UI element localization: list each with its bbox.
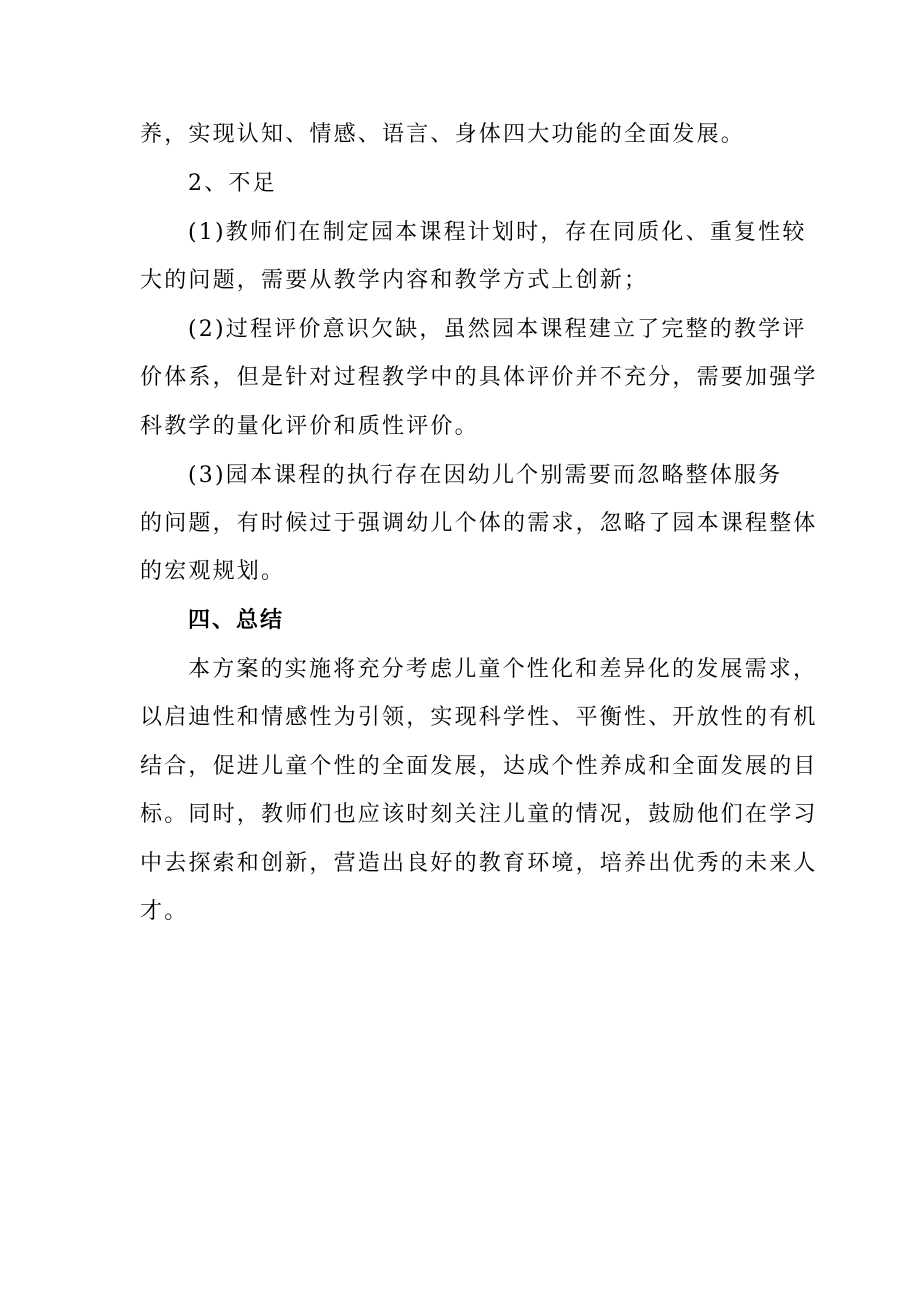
section-subheading: 2、不足: [188, 171, 277, 196]
paragraph-line: 本方案的实施将充分考虑儿童个性化和差异化的发展需求，: [188, 657, 818, 682]
paragraph-line: (2)过程评价意识欠缺，虽然园本课程建立了完整的教学评: [188, 317, 807, 342]
paragraph-line: (1)教师们在制定园本课程计划时，存在同质化、重复性较: [188, 220, 807, 245]
paragraph-line: 养，实现认知、情感、语言、身体四大功能的全面发展。: [140, 122, 746, 147]
paragraph-line: 标。同时，教师们也应该时刻关注儿童的情况，鼓励他们在学习: [140, 802, 818, 827]
paragraph-line: 结合，促进儿童个性的全面发展，达成个性养成和全面发展的目: [140, 754, 818, 779]
paragraph-line: 大的问题，需要从教学内容和教学方式上创新；: [140, 268, 649, 293]
paragraph-line: 中去探索和创新，营造出良好的教育环境，培养出优秀的未来人: [140, 851, 818, 876]
paragraph-line: 的问题，有时候过于强调幼儿个体的需求，忽略了园本课程整体: [140, 511, 818, 536]
paragraph-line: 才。: [140, 899, 189, 924]
paragraph-line: 科教学的量化评价和质性评价。: [140, 414, 479, 439]
section-heading: 四、总结: [188, 608, 285, 633]
paragraph-line: (3)园本课程的执行存在因幼儿个别需要而忽略整体服务: [188, 463, 783, 488]
paragraph-line: 的宏观规划。: [140, 559, 286, 584]
paragraph-line: 价体系，但是针对过程教学中的具体评价并不充分，需要加强学: [140, 365, 818, 390]
paragraph-line: 以启迪性和情感性为引领，实现科学性、平衡性、开放性的有机: [140, 705, 818, 730]
